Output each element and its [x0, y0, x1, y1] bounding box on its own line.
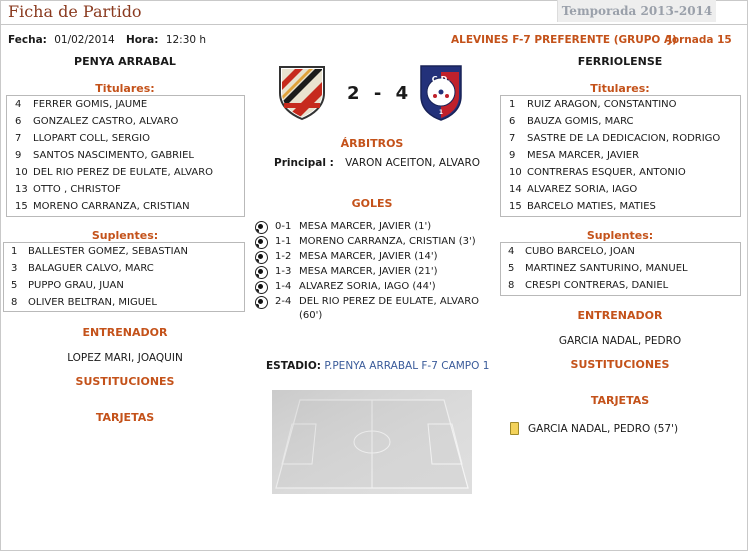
goal-entry — [255, 250, 495, 264]
player-row — [4, 294, 244, 311]
player-number: 6 — [15, 116, 22, 127]
goal-score: 0-1 — [275, 221, 292, 232]
soccer-ball-icon — [255, 221, 268, 234]
home-substitutions-title: SUSTITUCIONES — [75, 375, 175, 388]
player-row — [501, 198, 740, 215]
player-number: 1 — [11, 246, 18, 257]
time-label: Hora: — [126, 34, 159, 46]
soccer-ball-icon — [255, 236, 268, 249]
stadium-field-image — [272, 390, 472, 494]
home-subs-title: Suplentes: — [91, 229, 159, 242]
player-number: 15 — [15, 201, 28, 212]
player-number: 10 — [509, 167, 522, 178]
player-number: 7 — [15, 133, 22, 144]
away-coach-title: ENTRENADOR — [577, 309, 663, 322]
player-number: 6 — [509, 116, 516, 127]
player-row — [7, 198, 244, 215]
goal-score: 1-1 — [275, 236, 292, 247]
player-name: MESA MARCER, JAVIER — [527, 150, 640, 161]
player-number: 7 — [509, 133, 516, 144]
svg-text:1: 1 — [438, 109, 444, 116]
player-number: 4 — [15, 99, 22, 110]
player-row — [4, 260, 244, 277]
player-number: 9 — [15, 150, 22, 161]
player-row — [7, 181, 244, 198]
goals-title: GOLES — [351, 197, 393, 210]
home-team-crest-icon — [276, 63, 328, 124]
goal-scorer: MESA MARCER, JAVIER (14') — [299, 251, 438, 262]
away-starters-list — [500, 95, 741, 217]
goal-score: 1-3 — [275, 266, 292, 277]
player-number: 14 — [509, 184, 522, 195]
date-label: Fecha: — [8, 34, 47, 46]
away-team-crest-icon — [418, 62, 464, 125]
soccer-ball-icon — [255, 296, 268, 309]
player-row — [501, 130, 740, 147]
player-name: CONTRERAS ESQUER, ANTONIO — [527, 167, 686, 178]
player-row — [501, 96, 740, 113]
stadium-label: ESTADIO: — [266, 360, 321, 372]
player-row — [7, 147, 244, 164]
player-name: PUPPO GRAU, JUAN — [28, 280, 124, 291]
player-name: GONZALEZ CASTRO, ALVARO — [33, 116, 179, 127]
stadium-link[interactable]: P.PENYA ARRABAL F-7 CAMPO 1 — [324, 360, 490, 372]
soccer-ball-icon — [255, 281, 268, 294]
player-number: 5 — [11, 280, 18, 291]
player-row — [7, 130, 244, 147]
away-card-entry: GARCIA NADAL, PEDRO (57') — [528, 423, 679, 435]
player-row — [4, 243, 244, 260]
match-time — [126, 34, 206, 46]
goal-scorer: ALVAREZ SORIA, IAGO (44') — [299, 281, 436, 292]
goal-scorer: MORENO CARRANZA, CRISTIAN (3') — [299, 236, 476, 247]
player-name: BARCELO MATIES, MATIES — [527, 201, 656, 212]
referees-title: ÁRBITROS — [340, 137, 404, 150]
stadium-info — [266, 360, 489, 372]
home-score: 2 — [347, 83, 361, 104]
svg-text:C.D.: C.D. — [431, 75, 451, 84]
player-name: BAUZA GOMIS, MARC — [527, 116, 634, 127]
goal-score: 1-2 — [275, 251, 292, 262]
home-starters-list — [6, 95, 245, 217]
away-coach-name: GARCIA NADAL, PEDRO — [558, 335, 682, 347]
match-date — [8, 34, 115, 46]
player-number: 10 — [15, 167, 28, 178]
goal-entry — [255, 280, 495, 294]
goal-score: 1-4 — [275, 281, 292, 292]
goal-scorer: MESA MARCER, JAVIER (21') — [299, 266, 438, 277]
home-starters-title: Titulares: — [95, 82, 155, 95]
away-cards-title: TARJETAS — [590, 394, 650, 407]
goal-scorer: MESA MARCER, JAVIER (1') — [299, 221, 432, 232]
away-starters-title: Titulares: — [590, 82, 650, 95]
player-row — [501, 181, 740, 198]
player-row — [501, 260, 740, 277]
player-row — [7, 113, 244, 130]
player-number: 15 — [509, 201, 522, 212]
player-number: 8 — [11, 297, 18, 308]
player-row — [501, 277, 740, 294]
yellow-card-icon — [510, 422, 519, 435]
page-title: Ficha de Partido — [8, 2, 142, 21]
player-number: 13 — [15, 184, 28, 195]
player-name: DEL RIO PEREZ DE EULATE, ALVARO — [33, 167, 214, 178]
season-label: Temporada 2013-2014 — [557, 0, 716, 22]
competition-name: ALEVINES F-7 PREFERENTE (GRUPO A) — [451, 34, 677, 46]
player-name: OLIVER BELTRAN, MIGUEL — [28, 297, 157, 308]
player-row — [501, 164, 740, 181]
goal-entry — [255, 295, 495, 323]
home-coach-title: ENTRENADOR — [82, 326, 168, 339]
home-team-name: PENYA ARRABAL — [74, 55, 176, 68]
goal-scorer: DEL RIO PEREZ DE EULATE, ALVARO (60') — [299, 296, 480, 321]
goal-entry — [255, 235, 495, 249]
home-subs-list — [3, 242, 245, 312]
away-substitutions-title: SUSTITUCIONES — [570, 358, 670, 371]
player-name: SANTOS NASCIMENTO, GABRIEL — [33, 150, 194, 161]
goal-entry — [255, 265, 495, 279]
player-number: 4 — [508, 246, 515, 257]
player-name: OTTO , CHRISTOF — [33, 184, 121, 195]
home-coach-name: LOPEZ MARI, JOAQUIN — [67, 352, 183, 364]
principal-name: VARON ACEITON, ALVARO — [345, 157, 481, 169]
away-score: 4 — [395, 83, 410, 104]
player-name: CUBO BARCELO, JOAN — [525, 246, 635, 257]
soccer-ball-icon — [255, 266, 268, 279]
player-row — [501, 113, 740, 130]
player-number: 1 — [509, 99, 516, 110]
player-name: LLOPART COLL, SERGIO — [33, 133, 150, 144]
away-subs-title: Suplentes: — [586, 229, 654, 242]
player-name: ALVAREZ SORIA, IAGO — [527, 184, 638, 195]
round-label: Jornada 15 — [668, 34, 732, 46]
player-name: SASTRE DE LA DEDICACION, RODRIGO — [527, 133, 721, 144]
player-name: MORENO CARRANZA, CRISTIAN — [33, 201, 190, 212]
principal-label: Principal : — [274, 157, 334, 169]
player-name: BALLESTER GOMEZ, SEBASTIAN — [28, 246, 188, 257]
player-name: FERRER GOMIS, JAUME — [33, 99, 148, 110]
player-row — [501, 243, 740, 260]
goal-score: 2-4 — [275, 296, 292, 307]
player-number: 9 — [509, 150, 516, 161]
player-name: CRESPI CONTRERAS, DANIEL — [525, 280, 669, 291]
player-row — [7, 164, 244, 181]
player-number: 8 — [508, 280, 515, 291]
player-name: MARTINEZ SANTURINO, MANUEL — [525, 263, 688, 274]
date-value: 01/02/2014 — [54, 34, 115, 46]
player-number: 5 — [508, 263, 515, 274]
away-subs-list — [500, 242, 741, 296]
header-divider — [0, 24, 748, 25]
home-cards-title: TARJETAS — [95, 411, 155, 424]
player-row — [7, 96, 244, 113]
away-team-name: FERRIOLENSE — [577, 55, 663, 68]
player-name: RUIZ ARAGON, CONSTANTINO — [527, 99, 677, 110]
scoreboard — [347, 83, 409, 104]
player-row — [4, 277, 244, 294]
time-value: 12:30 h — [165, 34, 207, 46]
goals-list — [255, 220, 495, 324]
player-row — [501, 147, 740, 164]
soccer-ball-icon — [255, 251, 268, 264]
principal-referee — [274, 157, 480, 169]
player-name: BALAGUER CALVO, MARC — [28, 263, 154, 274]
score-separator: - — [373, 83, 383, 104]
player-number: 3 — [11, 263, 18, 274]
goal-entry — [255, 220, 495, 234]
